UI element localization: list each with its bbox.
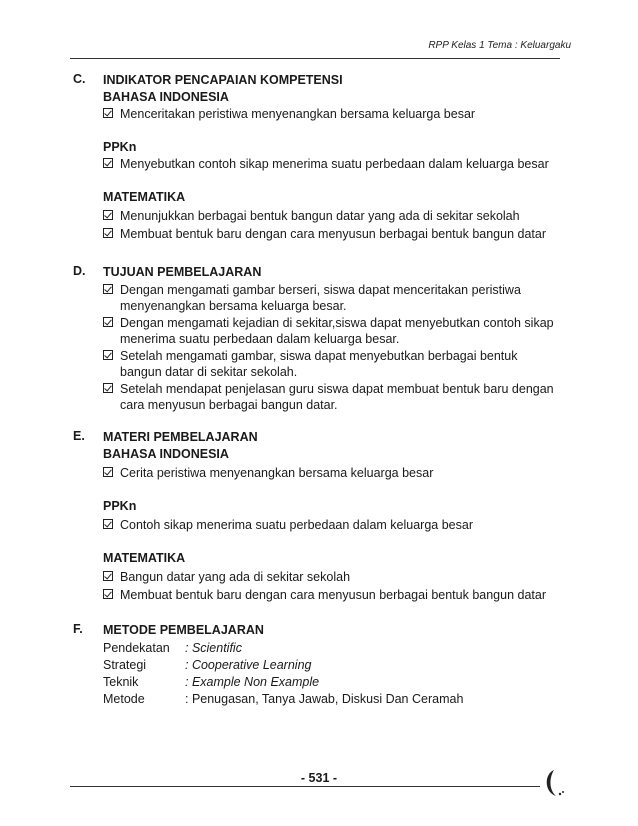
crescent-logo-icon [540, 768, 566, 798]
subsection-title: BAHASA INDONESIA [103, 90, 229, 104]
section-c [73, 72, 563, 242]
method-row [103, 691, 563, 708]
method-row [103, 640, 563, 657]
method-label: Strategi [103, 658, 147, 672]
subsection-title: PPKn [103, 499, 137, 513]
method-value: : Scientific [185, 641, 242, 655]
checklist-item: Bangun datar yang ada di sekitar sekolah [103, 569, 563, 585]
subsection-title: MATEMATIKA [103, 551, 186, 565]
section-title: TUJUAN PEMBELAJARAN [103, 265, 262, 279]
section-letter: E. [73, 429, 85, 443]
checklist-item: Contoh sikap menerima suatu perbedaan dalam keluarga besar [103, 517, 563, 533]
method-value: : Penugasan, Tanya Jawab, Diskusi Dan Ceramah [185, 692, 464, 706]
checkbox-checked-icon [103, 228, 113, 238]
section-d [73, 264, 563, 413]
checklist-item: Menceritakan peristiwa menyenangkan bersama keluarga besar [103, 106, 563, 122]
method-label: Teknik [103, 675, 139, 689]
section-e [73, 429, 563, 603]
checklist-item: Dengan mengamati gambar berseri, siswa dapat menceritakan peristiwa menyenangkan bersama keluarga besar. [103, 282, 563, 314]
checkbox-checked-icon [103, 467, 113, 477]
section-f [73, 622, 563, 708]
section-letter: D. [73, 264, 86, 278]
checkbox-checked-icon [103, 284, 113, 294]
footer-divider [70, 786, 540, 787]
method-label: Pendekatan [103, 641, 170, 655]
header-divider [70, 58, 560, 59]
section-letter: C. [73, 72, 86, 86]
checkbox-checked-icon [103, 571, 113, 581]
checklist-item: Membuat bentuk baru dengan cara menyusun berbagai bentuk bangun datar [103, 587, 563, 603]
checkbox-checked-icon [103, 589, 113, 599]
subsection-title: BAHASA INDONESIA [103, 447, 229, 461]
section-letter: F. [73, 622, 83, 636]
checklist-item: Setelah mengamati gambar, siswa dapat menyebutkan berbagai bentuk bangun datar di sekitar sekolah. [103, 348, 563, 380]
checklist-item: Cerita peristiwa menyenangkan bersama keluarga besar [103, 465, 563, 481]
checklist-item: Menyebutkan contoh sikap menerima suatu perbedaan dalam keluarga besar [103, 156, 563, 172]
checklist-item: Dengan mengamati kejadian di sekitar,siswa dapat menyebutkan contoh sikap menerima suatu perbedaan dalam keluarga besar. [103, 315, 563, 347]
method-row [103, 657, 563, 674]
checkbox-checked-icon [103, 519, 113, 529]
method-value: : Example Non Example [185, 675, 320, 689]
checklist-item: Setelah mendapat penjelasan guru siswa dapat membuat bentuk baru dengan cara menyusun berbagai bangun datar. [103, 381, 563, 413]
checkbox-checked-icon [103, 108, 113, 118]
section-title: INDIKATOR PENCAPAIAN KOMPETENSI [103, 73, 343, 87]
checkbox-checked-icon [103, 317, 113, 327]
subsection-title: PPKn [103, 140, 137, 154]
section-title: METODE PEMBELAJARAN [103, 623, 264, 637]
checkbox-checked-icon [103, 383, 113, 393]
section-title: MATERI PEMBELAJARAN [103, 430, 258, 444]
page-number: - 531 - [300, 771, 338, 785]
running-header: RPP Kelas 1 Tema : Keluargaku [428, 40, 571, 51]
checklist-item: Membuat bentuk baru dengan cara menyusun berbagai bentuk bangun datar [103, 226, 563, 242]
checkbox-checked-icon [103, 158, 113, 168]
method-label: Metode [103, 692, 145, 706]
checkbox-checked-icon [103, 210, 113, 220]
checkbox-checked-icon [103, 350, 113, 360]
checklist-item: Menunjukkan berbagai bentuk bangun datar yang ada di sekitar sekolah [103, 208, 563, 224]
subsection-title: MATEMATIKA [103, 190, 186, 204]
method-value: : Cooperative Learning [185, 658, 312, 672]
method-row [103, 674, 563, 691]
